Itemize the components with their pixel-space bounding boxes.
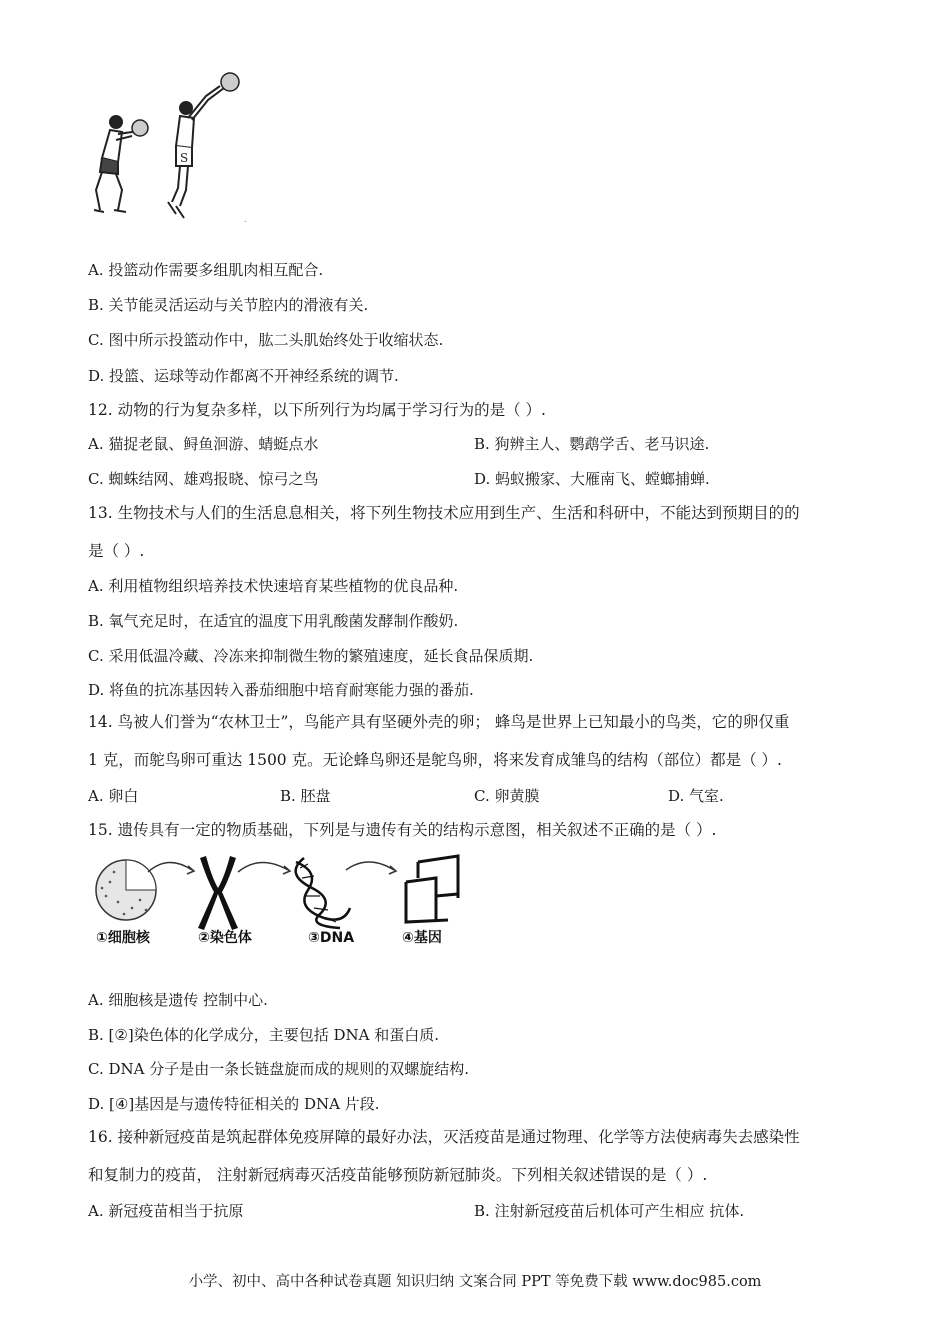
q14-stem-line2: 1 克，而鸵鸟卵可重达 1500 克。无论蜂鸟卵还是鸵鸟卵，将来发育成雏鸟的结构（部位）都是（ ）. bbox=[88, 751, 782, 769]
gene-icon bbox=[406, 856, 458, 922]
q11-option-a: A. 投篮动作需要多组肌肉相互配合. bbox=[88, 261, 324, 279]
svg-text:.: . bbox=[244, 215, 247, 224]
figure-label-dna: ③DNA bbox=[308, 930, 355, 946]
q13-option-a: A. 利用植物组织培养技术快速培育某些植物的优良品种. bbox=[88, 577, 459, 595]
page-footer: 小学、初中、高中各种试卷真题 知识归纳 文案合同 PPT 等免费下载 www.doc985.com bbox=[188, 1274, 762, 1290]
q12-option-b: B. 狗辨主人、鹦鹉学舌、老马识途. bbox=[474, 435, 710, 453]
q14-option-c: C. 卵黄膜 bbox=[474, 787, 540, 805]
q12-option-c: C. 蜘蛛结网、雄鸡报晓、惊弓之鸟 bbox=[88, 470, 319, 488]
q11-option-d: D. 投篮、运球等动作都离不开神经系统的调节. bbox=[88, 367, 399, 385]
chromosome-icon bbox=[198, 856, 238, 930]
basketball-players-illustration bbox=[88, 70, 253, 225]
q14-option-b: B. 胚盘 bbox=[280, 787, 331, 805]
q11-option-b: B. 关节能灵活运动与关节腔内的滑液有关. bbox=[88, 296, 369, 314]
figure-label-gene: ④基因 bbox=[402, 930, 442, 946]
q15-option-c: C. DNA 分子是由一条长链盘旋而成的规则的双螺旋结构. bbox=[88, 1060, 470, 1078]
q13-option-c: C. 采用低温冷藏、冷冻来抑制微生物的繁殖速度，延长食品保质期. bbox=[88, 647, 534, 665]
q13-option-b: B. 氧气充足时，在适宜的温度下用乳酸菌发酵制作酸奶. bbox=[88, 612, 459, 630]
q15-stem: 15. 遗传具有一定的物质基础，下列是与遗传有关的结构示意图，相关叙述不正确的是（ ）. bbox=[88, 821, 717, 839]
genetics-structure-diagram bbox=[88, 852, 488, 952]
q14-stem-line1: 14. 鸟被人们誉为“农林卫士”，鸟能产具有坚硬外壳的卵； 蜂鸟是世界上已知最小的鸟类，它的卵仅重 bbox=[88, 713, 790, 731]
figure-label-nucleus: ①细胞核 bbox=[96, 930, 150, 946]
q12-option-d: D. 蚂蚁搬家、大雁南飞、螳螂捕蝉. bbox=[474, 470, 710, 488]
q16-stem-line1: 16. 接种新冠疫苗是筑起群体免疫屏障的最好办法，灭活疫苗是通过物理、化学等方法使病毒失去感染性 bbox=[88, 1128, 800, 1146]
svg-text:S: S bbox=[180, 151, 189, 165]
q13-stem-line2: 是（ ）. bbox=[88, 542, 145, 560]
q12-option-a: A. 猫捉老鼠、鲟鱼洄游、蜻蜓点水 bbox=[88, 435, 319, 453]
figure-label-chromosome: ②染色体 bbox=[198, 930, 252, 946]
q16-option-a: A. 新冠疫苗相当于抗原 bbox=[88, 1202, 244, 1220]
q15-option-d: D. [④]基因是与遗传特征相关的 DNA 片段. bbox=[88, 1095, 380, 1113]
q15-option-b: B. [②]染色体的化学成分，主要包括 DNA 和蛋白质. bbox=[88, 1026, 440, 1044]
dna-helix-icon bbox=[296, 858, 350, 928]
q16-stem-line2: 和复制力的疫苗， 注射新冠病毒灭活疫苗能够预防新冠肺炎。下列相关叙述错误的是（ ）. bbox=[88, 1166, 708, 1184]
q13-option-d: D. 将鱼的抗冻基因转入番茄细胞中培育耐寒能力强的番茄. bbox=[88, 681, 474, 699]
q15-option-a: A. 细胞核是遗传 控制中心. bbox=[88, 991, 268, 1009]
q11-option-c: C. 图中所示投篮动作中，肱二头肌始终处于收缩状态. bbox=[88, 331, 444, 349]
q16-option-b: B. 注射新冠疫苗后机体可产生相应 抗体. bbox=[474, 1202, 745, 1220]
q13-stem-line1: 13. 生物技术与人们的生活息息相关，将下列生物技术应用到生产、生活和科研中，不能达到预期目的的 bbox=[88, 504, 800, 522]
q12-stem: 12. 动物的行为复杂多样，以下所列行为均属于学习行为的是（ ）. bbox=[88, 401, 546, 419]
q14-option-a: A. 卵白 bbox=[88, 787, 139, 805]
q14-option-d: D. 气室. bbox=[668, 787, 724, 805]
cell-nucleus-icon bbox=[96, 860, 156, 920]
